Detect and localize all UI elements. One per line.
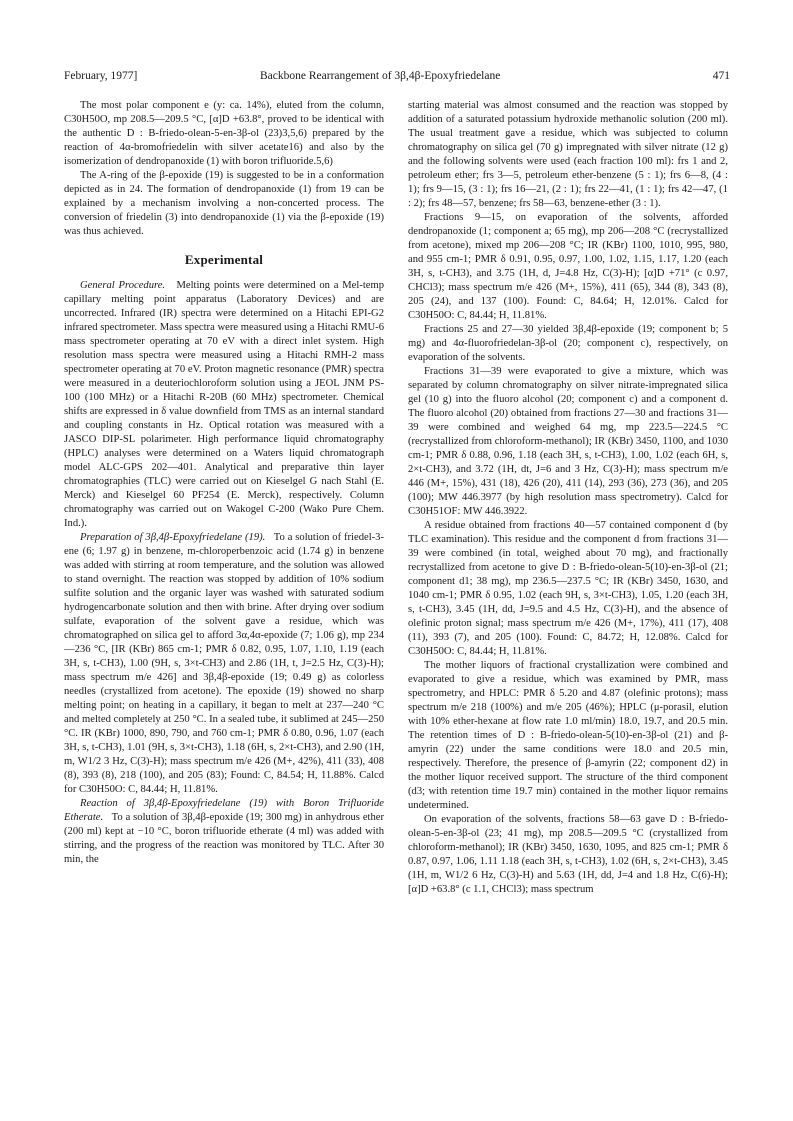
paragraph-fractions-9-15: Fractions 9—15, on evaporation of the solvents, afforded dendropanoxide (1; component a; 65 mg), mp 206—208 °C (recrystallized from acetone), mixed mp 206—208 °C; IR (KBr) 1100, 1010, 995, 980, and 955 cm-1; PMR δ 0.91, 0.95, 0.97, 1.00, 1.02, 1.15, 1.17, 1.20 (each 3H, s, t-CH3), and 3.75 (1H, d, J=4.8 Hz, C(3)-H); [α]D +71° (c 0.97, CHCl3); mass spectrum m/e 426 (M+, 15%), 411 (65), 344 (8), 343 (8), 205 (24), and 137 (100). Found: C, 84.64; H, 12.01%. Calcd for C30H50O: C, 84.44; H, 11.81%. bbox=[408, 212, 728, 321]
running-header bbox=[64, 70, 730, 88]
paragraph-component-e: The most polar component e (y: ca. 14%), eluted from the column, C30H50O, mp 208.5—209.5 °C, [α]D +63.8°, proved to be identical with the authentic D : B-friedo-olean-5-en-3β-ol (23)3,5,6) prepared by the reaction of 4α-bromofriedelin with silver acetate16) and also by the isomerization of dendropanoxide (1) with boron trifluoride.5,6) bbox=[64, 100, 384, 167]
page-number: 471 bbox=[712, 70, 730, 82]
paragraph-reaction bbox=[64, 797, 384, 867]
paragraph-general-procedure bbox=[64, 279, 384, 531]
paragraph-continued: starting material was almost consumed and the reaction was stopped by addition of a saturated potassium hydroxide methanolic solution (200 ml). The usual treatment gave a residue, which was subjected to column chromatography on silica gel (70 g) impregnated with silver nitrate (12 g) and the following solvents were used (each fraction 100 ml): frs 1 and 2, petroleum ether; frs 3—5, petroleum ether-benzene (5 : 1); frs 6—8, (4 : 1); frs 9—15, (3 : 1); frs 16—21, (2 : 1); frs 22—41, (1 : 1); frs 42—47, (1 : 2); frs 48—57, benzene; frs 58—63, benzene-ether (3 : 1). bbox=[408, 100, 728, 209]
text-reaction: To a solution of 3β,4β-epoxide (19; 300 mg) in anhydrous ether (200 ml) kept at −10 °C, boron trifluoride etherate (4 ml) was added with stirring, and the progress of the reaction was monitored by TLC. After 30 min, the bbox=[64, 812, 384, 865]
runin-general-procedure: General Procedure. bbox=[80, 280, 166, 291]
section-title-experimental: Experimental bbox=[184, 252, 264, 267]
paragraph-a-ring: The A-ring of the β-epoxide (19) is suggested to be in a conformation depicted as in 24. The formation of dendropanoxide (1) from 19 can be explained by a mechanism involving a non-concerted process. The conversion of friedelin (3) into dendropanoxide (1) via the β-epoxide (19) was thus achieved. bbox=[64, 170, 384, 237]
paragraph-preparation bbox=[64, 531, 384, 797]
runin-reaction: Reaction of 3β,4β-Epoxyfriedelane (19) with Boron Trifluoride Etherate. bbox=[64, 798, 384, 823]
paragraph-fractions-40-57: A residue obtained from fractions 40—57 contained component d (by TLC examination). This residue and the component d from fractions 31—39 were combined (in total, weighed about 70 mg), and fractionally recrystallized from acetone to give D : B-friedo-olean-5(10)-en-3β-ol (21; component d1; 38 mg), mp 236.5—237.5 °C; IR (KBr) 3450, 1630, and 1040 cm-1; PMR δ 0.95, 1.02 (each 9H, s, 3×t-CH3), 1.05, 1.20 (each 3H, s, t-CH3), 3.45 (1H, dd, J=9.5 and 4.5 Hz, C(3)-H), and the absence of olefinic proton signal; mass spectrum m/e 426 (M+, 17%), 411 (17), 408 (11), 393 (7), and 205 (100). Found: C, 84.72; H, 12.08%. Calcd for C30H50O: C, 84.44; H, 11.81%. bbox=[408, 520, 728, 657]
paragraph-fractions-31-39: Fractions 31—39 were evaporated to give a mixture, which was separated by column chromatography on silver nitrate-impregnated silica gel (10 g) into the fluoro alcohol (20; component c) and a component d. The fluoro alcohol (20) obtained from fractions 27—30 and fractions 31—39 were combined and weighed 64 mg, mp 223.5—224.5 °C (recrystallized from chloroform-methanol); IR (KBr) 3450, 1100, and 1030 cm-1; PMR δ 0.88, 0.96, 1.18 (each 3H, s, t-CH3), 1.00, 1.02 (each 6H, s, 2×t-CH3), and 3.72 (1H, dt, J=6 and 3 Hz, C(3)-H); mass spectrum m/e 446 (M+, 15%), 431 (18), 426 (20), 411 (14), 293 (36), 273 (36), and 205 (100); MW 446.3977 (by high resolution mass spectrometry). Calcd for C30H51OF: MW 446.3922. bbox=[408, 366, 728, 517]
runin-preparation: Preparation of 3β,4β-Epoxyfriedelane (19). bbox=[80, 532, 266, 543]
text-preparation: To a solution of friedel-3-ene (6; 1.97 g) in benzene, m-chloroperbenzoic acid (1.74 g) in benzene was added with stirring at room temperature, and the solution was allowed to stand overnight. The reaction was stopped by addition of 10% sodium sulfite solution and the organic layer was washed with saturated sodium hydrogencarbonate solution and then with brine. After drying over sodium sulfate, evaporation of the solvent gave a residue, which was chromatographed on silica gel to afford 3α,4α-epoxide (7; 1.06 g), mp 234—236 °C, [IR (KBr) 865 cm-1; PMR δ 0.82, 0.95, 1.07, 1.10, 1.19 (each 3H, s, t-CH3), 1.00 (9H, s, 3×t-CH3) and 2.86 (1H, t, J=2.5 Hz, C(3)-H); mass spectrum m/e 426] and 3β,4β-epoxide (19; 0.49 g) as colorless needles (crystallized from acetone). The epoxide (19) showed no sharp melting point; on heating in a capillary, it began to melt at 237—240 °C and melted completely at 250 °C. In a sealed tube, it sublimed at 245—250 °C. IR (KBr) 1000, 890, 790, and 760 cm-1; PMR δ 0.80, 0.96, 1.07 (each 3H, s, t-CH3), 1.01 (9H, s, 3×t-CH3), 1.18 (6H, s, 2×t-CH3), and 2.90 (1H, m, W1/2 3 Hz, C(3)-H); mass spectrum m/e 426 (M+, 42%), 411 (33), 408 (8), 393 (8), 218 (100), and 205 (83); Found: C, 84.54; H, 11.88%. Calcd for C30H50O: C, 84.44; H, 11.81%. bbox=[64, 532, 384, 795]
right-column bbox=[408, 99, 728, 897]
text-general-procedure: Melting points were determined on a Mel-temp capillary melting point apparatus (Laboratory Devices) and are uncorrected. Infrared (IR) spectra were determined on a Hitachi EPI-G2 infrared spectrometer. Mass spectra were measured using a Hitachi RMU-6 mass spectrometer operating at 70 eV with a direct inlet system. High resolution mass spectra were measured using a Hitachi RMH-2 mass spectrometer operating at 70 eV. Proton magnetic resonance (PMR) spectra were measured in a deuteriochloroform solution using a JEOL JNM PS-100 (100 MHz) or a Hitachi R-20B (60 MHz) spectrometer. Chemical shifts are expressed in δ value downfield from TMS as an internal standard and coupling constants in Hz. Optical rotation was measured with a JASCO DIP-SL polarimeter. High performance liquid chromatography (HPLC) analyses were determined on a Waters liquid chromatograph model ALC-GPS 202—401. Analytical and preparative thin layer chromatographies (TLC) were carried out on Kieselgel G nach Stahl (E. Merck) and Kieselgel 60 PF254 (E. Merck), respectively. Column chromatography was carried out on Wakogel C-200 (Wako Pure Chem. Ind.). bbox=[64, 280, 385, 529]
running-title: Backbone Rearrangement of 3β,4β-Epoxyfriedelane bbox=[260, 70, 501, 82]
issue-date: February, 1977] bbox=[64, 70, 138, 82]
paragraph-fractions-58-63: On evaporation of the solvents, fractions 58—63 gave D : B-friedo-olean-5-en-3β-ol (23; 41 mg), mp 208.5—209.5 °C (crystallized from chloroform-methanol); IR (KBr) 3450, 1630, 1095, and 825 cm-1; PMR δ 0.87, 0.97, 1.06, 1.11 1.18 (each 3H, s, t-CH3), 1.02 (6H, s, 2×t-CH3), 3.45 (1H, m, W1/2 6 Hz, C(3)-H) and 5.63 (1H, dd, J=4 and 1.8 Hz, C(6)-H); [α]D +63.8° (c 1.1, CHCl3); mass spectrum bbox=[408, 814, 728, 895]
paragraph-fractions-25-30: Fractions 25 and 27—30 yielded 3β,4β-epoxide (19; component b; 5 mg) and 4α-fluorofriedelan-3β-ol (20; component c), respectively, on evaporation of the solvents. bbox=[408, 324, 728, 363]
left-column bbox=[64, 99, 384, 867]
paragraph-mother-liquors: The mother liquors of fractional crystallization were combined and evaporated to give a residue, which was examined by PMR, mass spectrometry, and HPLC: PMR δ 5.20 and 4.87 (olefinic protons); mass spectrum m/e 218 (100%) and m/e 205 (46%); HPLC (μ-porasil, elution with 10% ether-hexane at flow rate 1.0 ml/min) 18.0, 19.7, and 20.5 min. The retention times of D : B-friedo-olean-5(10)-en-3β-ol (21) and β-amyrin (22) under the same conditions were 18.0 and 20.5 min, respectively. Therefore, the presence of β-amyrin (22; component d2) in the mother liquor received support. The structure of the third component (d3; with retention time 19.7 min) contained in the mother liquor remains undetermined. bbox=[408, 660, 728, 811]
